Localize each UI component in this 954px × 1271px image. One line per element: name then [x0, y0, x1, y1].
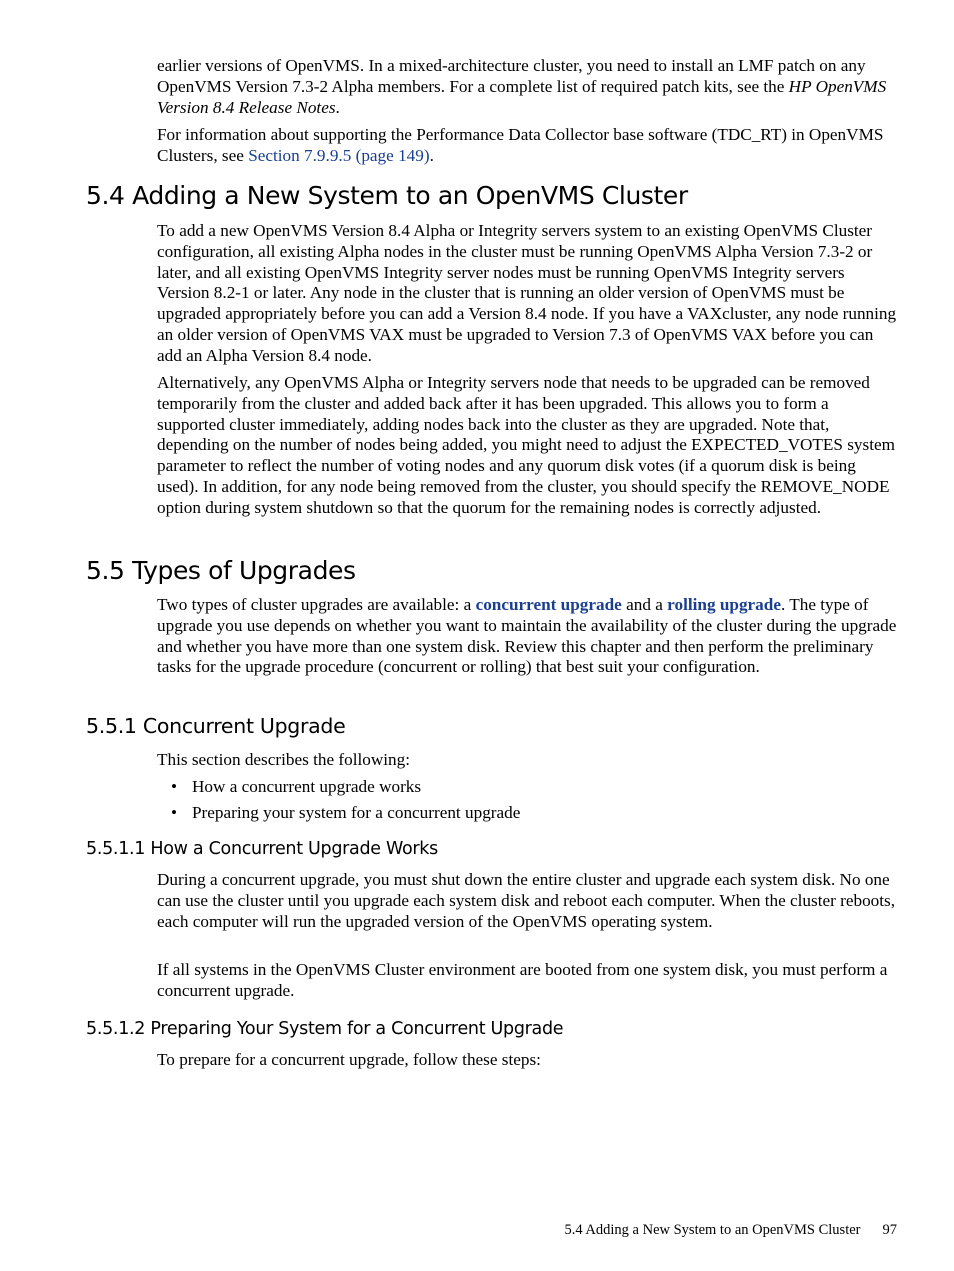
heading-5-5: 5.5 Types of Upgrades — [86, 556, 356, 585]
section-5-5-paragraph-1 — [157, 595, 899, 678]
intro-p1-text: earlier versions of OpenVMS. In a mixed-architecture cluster, you need to install an LMF patch on any OpenVMS Version 7.3-2 Alpha members. For a complete list of required patch kits, see the — [157, 56, 866, 96]
heading-5-5-1: 5.5.1 Concurrent Upgrade — [86, 714, 346, 738]
list-item — [157, 803, 897, 829]
footer-running-title: 5.4 Adding a New System to an OpenVMS Cluster — [564, 1222, 861, 1238]
intro-p2-text: For information about supporting the Performance Data Collector base software (TDC_RT) in OpenVMS Clusters, see — [157, 125, 884, 165]
section-5-5-1-intro: This section describes the following: — [157, 750, 410, 769]
section-5-5-1-1-paragraph-1: During a concurrent upgrade, you must shut down the entire cluster and upgrade each system disk. No one can use the cluster until you upgrade each system disk and reboot each computer. When the cluster reboots, each computer will run the upgraded version of the OpenVMS operating system. — [157, 870, 896, 931]
bullet-icon: • — [171, 803, 178, 822]
heading-5-4: 5.4 Adding a New System to an OpenVMS Cluster — [86, 181, 688, 210]
heading-5-5-1-2: 5.5.1.2 Preparing Your System for a Concurrent Upgrade — [86, 1019, 564, 1039]
section-5-5-text-c: . The type of upgrade you use depends on whether you want to maintain the availability of the cluster during the upgrade and whether you have more than one system disk. Review this chapter and then perform the preliminary tasks for the upgrade procedure (concurrent or rolling) that best suit your configuration. — [157, 595, 897, 677]
list-item-text: Preparing your system for a concurrent upgrade — [192, 803, 521, 822]
section-5-5-text-b: and a — [621, 595, 668, 614]
concurrent-upgrade-term-link[interactable]: concurrent upgrade — [475, 595, 622, 614]
page-number: 97 — [882, 1222, 897, 1238]
section-5-5-1-2-paragraph-1: To prepare for a concurrent upgrade, follow these steps: — [157, 1050, 541, 1069]
list-item-text: How a concurrent upgrade works — [192, 777, 422, 796]
section-5-4-paragraph-2: Alternatively, any OpenVMS Alpha or Integrity servers node that needs to be upgraded can be removed temporarily from the cluster and added back after it has been upgraded. This allows you to form a supported cluster immediately, adding nodes back into the cluster as they are upgraded. Note that, depending on the number of nodes being added, you might need to adjust the EXPECTED_VOTES system parameter to reflect the number of voting nodes and any quorum disk votes (if a quorum disk is being used). In addition, for any node being removed from the cluster, you should specify the REMOVE_NODE option during system shutdown so that the quorum for the remaining nodes is correctly adjusted. — [157, 373, 895, 517]
intro-paragraph-1 — [157, 56, 899, 118]
section-5-5-text-a: Two types of cluster upgrades are available: a — [157, 595, 476, 614]
rolling-upgrade-term-link[interactable]: rolling upgrade — [667, 595, 781, 614]
heading-5-5-1-1: 5.5.1.1 How a Concurrent Upgrade Works — [86, 839, 438, 859]
section-7-9-9-5-link[interactable]: Section 7.9.9.5 (page 149) — [248, 145, 430, 165]
intro-p1-end: . — [335, 97, 340, 117]
section-5-5-1-1-paragraph-2: If all systems in the OpenVMS Cluster environment are booted from one system disk, you must perform a concurrent upgrade. — [157, 960, 888, 1000]
concurrent-upgrade-bullet-list — [157, 777, 897, 829]
release-notes-title: HP OpenVMS Version 8.4 Release Notes — [157, 76, 887, 117]
intro-paragraph-2 — [157, 125, 899, 167]
intro-p2-end: . — [429, 145, 434, 165]
bullet-icon: • — [171, 777, 178, 796]
section-5-4-paragraph-1: To add a new OpenVMS Version 8.4 Alpha or Integrity servers system to an existing OpenVMS Cluster configuration, all existing Alpha nodes in the cluster must be running OpenVMS Alpha Version 7.3-2 or later, and all existing OpenVMS Integrity server nodes must be running OpenVMS Integrity servers Version 8.2-1 or later. Any node in the cluster that is running an older version of OpenVMS must be upgraded appropriately before you can add a Version 8.4 node. If you have a VAXcluster, any node running an older version of OpenVMS VAX must be upgraded to Version 7.3 of OpenVMS VAX before you can add an Alpha Version 8.4 node. — [157, 221, 897, 365]
page-footer — [564, 1222, 897, 1239]
list-item — [157, 777, 897, 803]
